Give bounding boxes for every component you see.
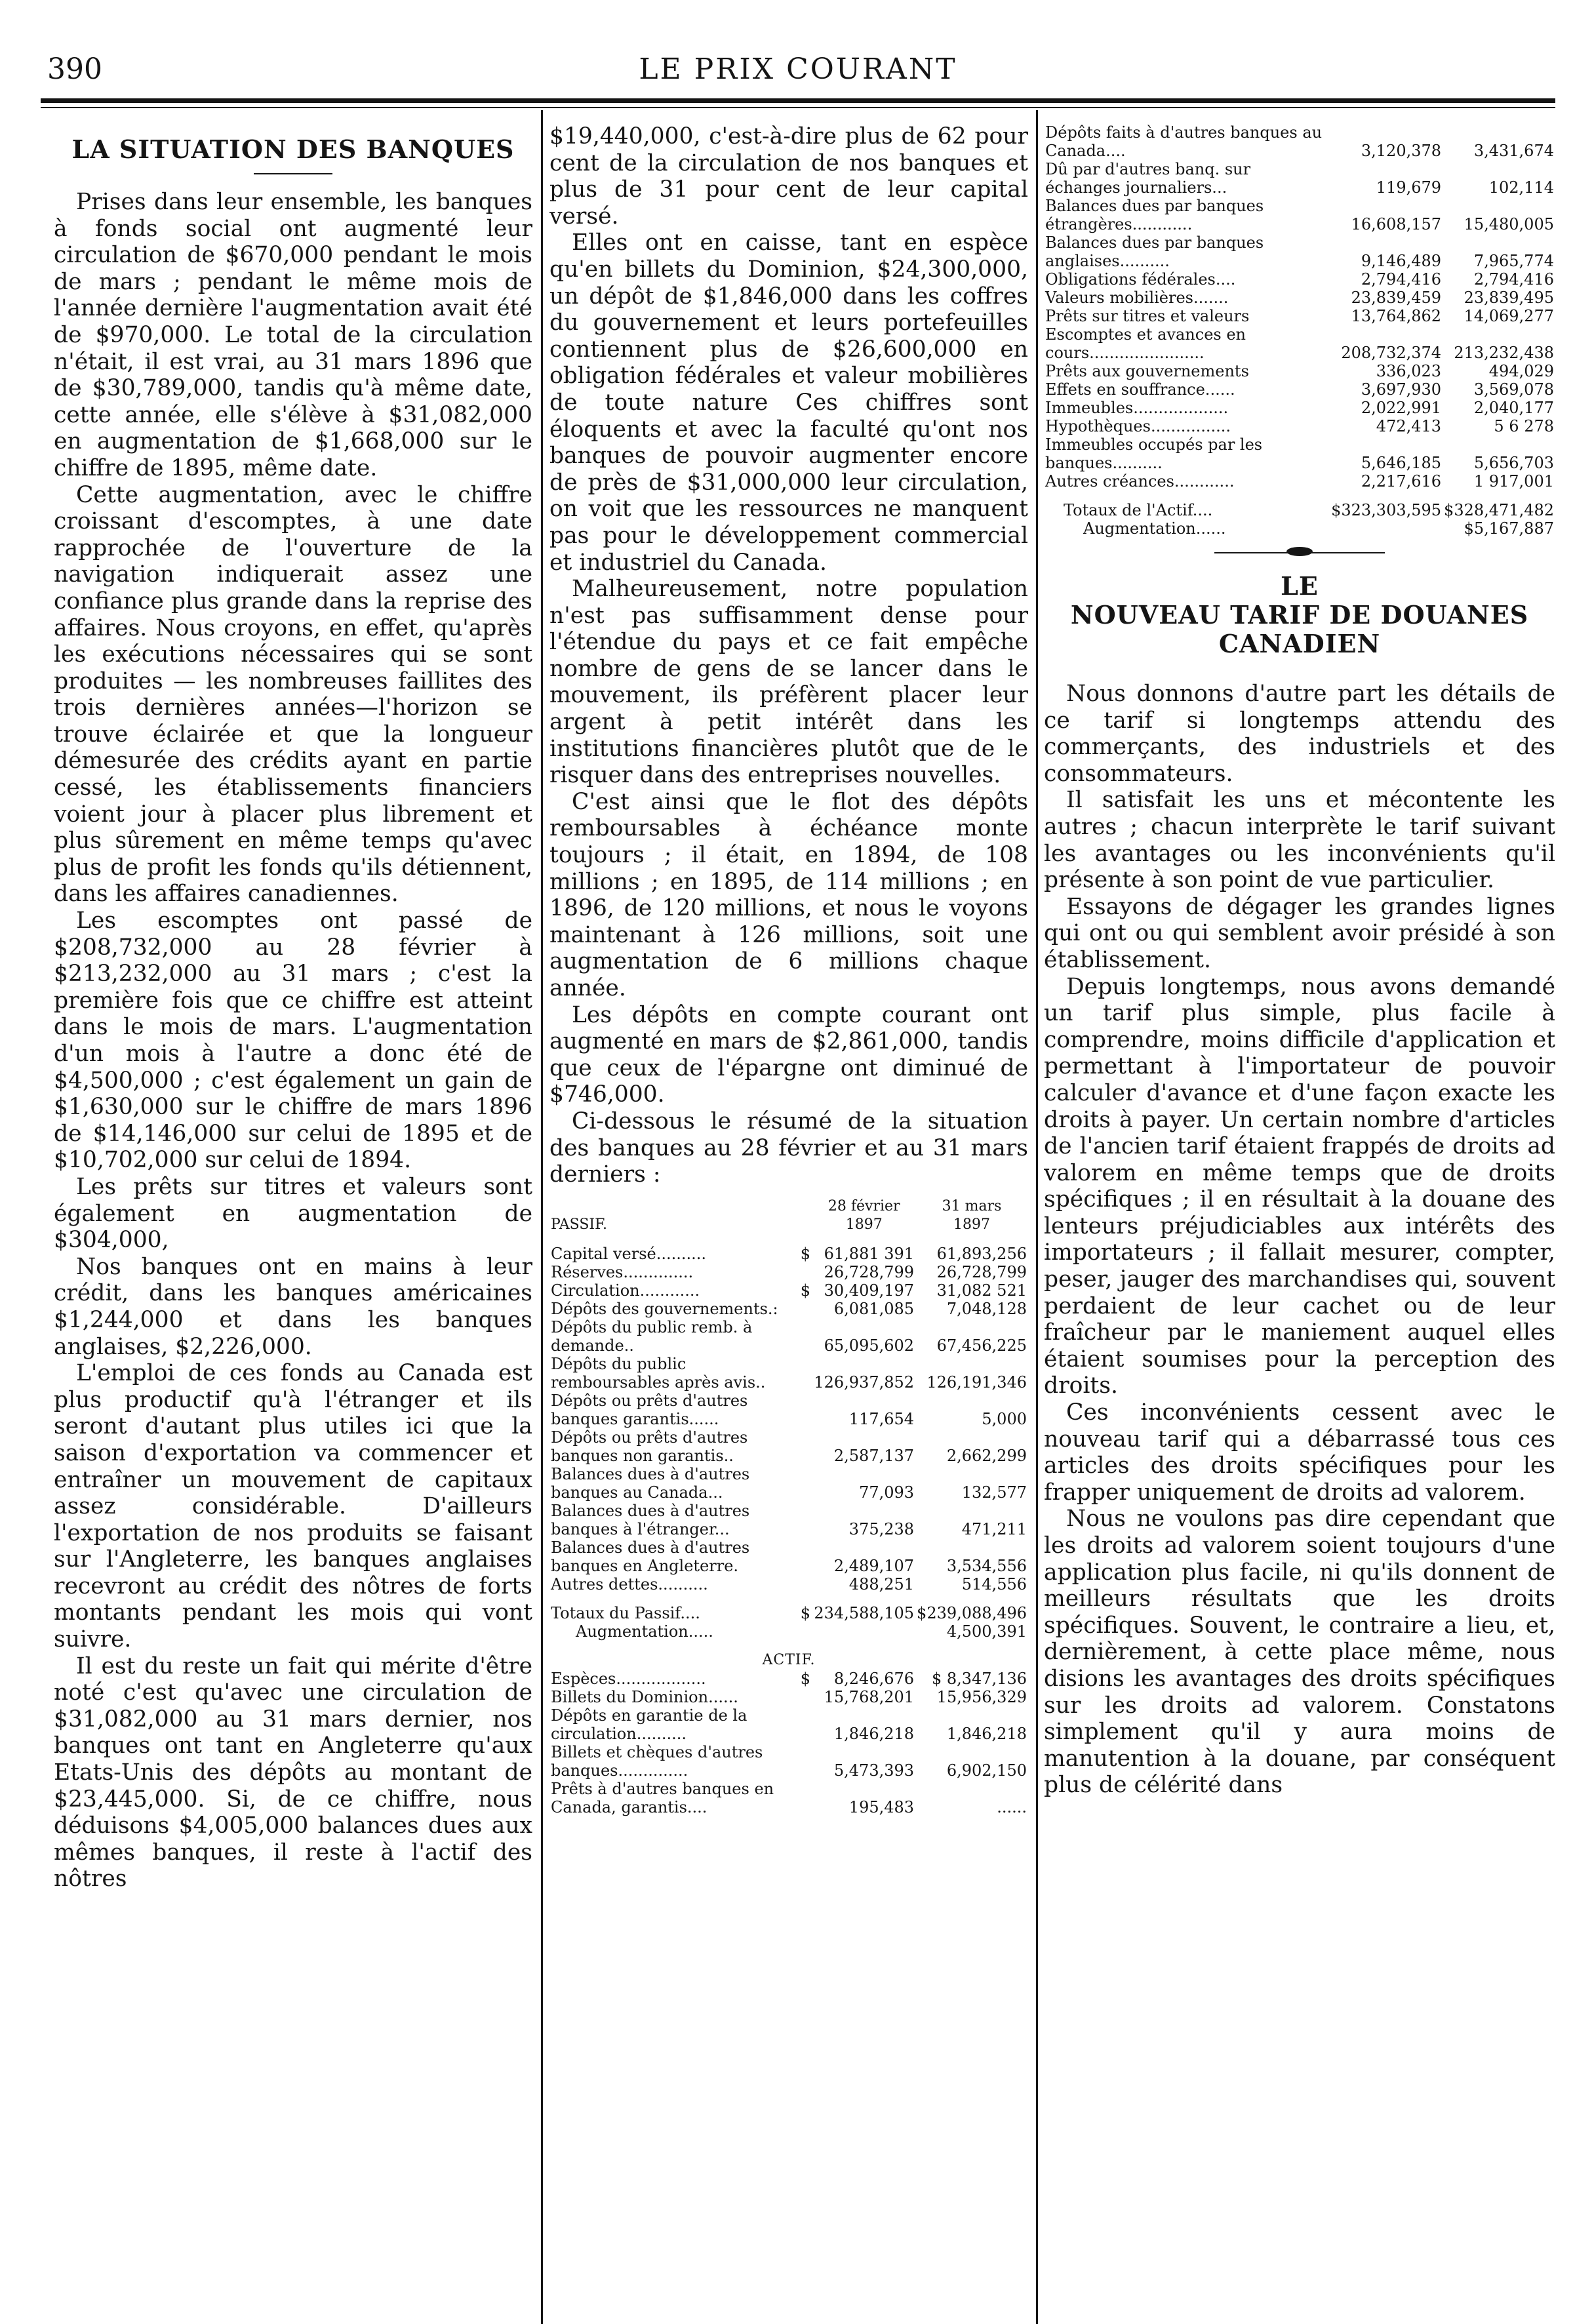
title-rule <box>254 173 332 174</box>
header-rule-thick <box>41 98 1555 103</box>
paragraph: Les dépôts en compte courant ont augmenté en mars de $2,861,000, tandis que ceux de l'épargne ont diminué de $746,000. <box>549 1001 1028 1108</box>
paragraph: L'emploi de ces fonds au Canada est plus productif qu'à l'étranger et ils seront d'autant plus utiles ici que la saison d'exportation va commencer et entraîner un mouvement de capitaux assez considérable. D'ailleurs l'exportation de nos produits se faisant sur l'Angleterre, les banques anglaises recevront au crédit des nôtres de forts montants pendant les mois qui vont suivre. <box>54 1360 532 1653</box>
paragraph: Nous ne voulons pas dire cependant que les droits ad valorem soient toujours d'une application plus facile, ni qu'ils donnent de meilleurs résultats que les droits spécifiques. Souvent, le contraire a lieu, et, dernièrement, à cette place même, nous disions les avantages des droits spécifiques sur les droits ad valorem. Constatons simplement qu'il y aura moins de manutention à la douane, par conséquent plus de célérité dans <box>1044 1506 1555 1799</box>
table-row: Prêts sur titres et valeurs 13,764,862 14,069,277 <box>1045 307 1554 325</box>
table-row: Balances dues à d'autres banques à l'étranger... 375,238 471,211 <box>551 1501 1027 1538</box>
table-row: Immeubles occupés par les banques.......... 5,646,185 5,656,703 <box>1045 435 1554 472</box>
paragraph: Depuis longtemps, nous avons demandé un tarif plus simple, plus facile à comprendre, moins difficile d'application et permettant à l'importateur de pouvoir calculer d'avance et d'une façon exacte les droits à payer. Un certain nombre d'articles de l'ancien tarif étaient frappés de droits ad valorem en même temps que de droits spécifiques ; il en résultait à la douane des lenteurs préjudiciables aux intérêts des importateurs ; il fallait mesurer, compter, peser, jauger des marchandises qui, souvent perdaient de leur cachet ou de leur fraîcheur par le maniement auquel elles étaient soumises pour la perception des droits. <box>1044 973 1555 1399</box>
bank-statement-table-continued <box>1044 123 1555 538</box>
header-rule-thin <box>41 107 1555 108</box>
actif-rows <box>549 1670 1028 1816</box>
bank-statement-table <box>549 1197 1028 1816</box>
paragraph: Il est du reste un fait qui mérite d'être noté c'est qu'avec une circulation de $31,082,000 au 31 mars dernier, nos banques ont tant en Angleterre qu'aux Etats-Unis des dépôts au montant de $23,445,000. Si, de ce chiffre, nous déduisons $4,005,000 balances dues aux mêmes banques, il reste à l'actif des nôtres <box>54 1653 532 1893</box>
column-divider <box>541 110 543 2324</box>
passif-label: PASSIF. <box>551 1216 607 1233</box>
table-row: Effets en souffrance...... 3,697,930 3,569,078 <box>1045 380 1554 399</box>
table-row: Dépôts faits à d'autres banques au Canada.... 3,120,378 3,431,674 <box>1045 123 1554 160</box>
table-row: Obligations fédérales.... 2,794,416 2,794,416 <box>1045 270 1554 289</box>
table-row: Dépôts ou prêts d'autres banques non garantis.. 2,587,137 2,662,299 <box>551 1428 1027 1465</box>
table-row: Augmentation..... 4,500,391 <box>576 1622 1027 1641</box>
table-row: Immeubles................... 2,022,991 2,040,177 <box>1045 399 1554 417</box>
column-1 <box>54 123 532 2324</box>
table-row: Prêts à d'autres banques en Canada, garantis.... 195,483 ...... <box>551 1779 1027 1816</box>
paragraph: Nos banques ont en mains à leur crédit, dans les banques américaines $1,244,000 et dans les banques anglaises, $2,226,000. <box>54 1253 532 1360</box>
table-row: Circulation............ $ 30,409,197 31,082 521 <box>551 1281 1027 1300</box>
table-row: Autres créances............ 2,217,616 1 917,001 <box>1045 472 1554 491</box>
table-row: Balances dues à d'autres banques au Canada... 77,093 132,577 <box>551 1464 1027 1502</box>
table-row: Valeurs mobilières....... 23,839,459 23,839,495 <box>1045 289 1554 307</box>
ornament-divider <box>1214 552 1385 560</box>
paragraph: Nous donnons d'autre part les détails de ce tarif si longtemps attendu des commerçants, des industriels et des consommateurs. <box>1044 681 1555 787</box>
article-title: LA SITUATION DES BANQUES <box>71 134 515 164</box>
page-header <box>41 52 1555 92</box>
paragraph: $19,440,000, c'est-à-dire plus de 62 pour cent de la circulation de nos banques et plus de 31 pour cent de leur capital versé. <box>549 123 1028 230</box>
table-row: Dépôts du public remboursables après avis.. 126,937,852 126,191,346 <box>551 1354 1027 1392</box>
table-row: Totaux de l'Actif.... $323,303,595 $328,471,482 <box>1064 501 1554 519</box>
article-title: LE NOUVEAU TARIF DE DOUANES CANADIEN <box>1070 571 1529 658</box>
table-row: Balances dues par banques anglaises.......... 9,146,489 7,965,774 <box>1045 233 1554 270</box>
table-row: Dépôts ou prêts d'autres banques garantis...... 117,654 5,000 <box>551 1391 1027 1428</box>
column-divider <box>1036 110 1038 2324</box>
col-header: 28 février 1897 <box>827 1197 900 1233</box>
col-header: 31 mars 1897 <box>942 1197 1002 1233</box>
paragraph: Les escomptes ont passé de $208,732,000 au 28 février à $213,232,000 au 31 mars ; c'est la première fois que ce chiffre est atteint dans le mois de mars. L'augmentation d'un mois à l'autre a donc été de $4,500,000 ; c'est également un gain de $1,630,000 sur le chiffre de mars 1896 de $14,146,000 sur celui de 1895 et de $10,702,000 sur celui de 1894. <box>54 908 532 1174</box>
table-row: Totaux du Passif.... $ 234,588,105 $239,088,496 <box>551 1603 1027 1622</box>
page-number: 390 <box>47 52 102 86</box>
table-row: Augmentation...... $5,167,887 <box>1083 519 1554 538</box>
table-row: Dépôts des gouvernements.: 6,081,085 7,048,128 <box>551 1299 1027 1318</box>
table-row: Dû par d'autres banq. sur échanges journaliers... 119,679 102,114 <box>1045 160 1554 197</box>
paragraph: C'est ainsi que le flot des dépôts remboursables à échéance monte toujours ; il était, en 1894, de 108 millions ; en 1895, de 114 millions ; en 1896, de 120 millions, et nous le voyons maintenant à 126 millions, soit une augmentation de 6 millions chaque année. <box>549 788 1028 1001</box>
paragraph: Malheureusement, notre population n'est pas suffisamment dense pour l'étendue du pays et ce fait empêche nombre de gens de se lancer dans le mouvement, ils préfèrent placer leur argent à petit intérêt dans les institutions financières plutôt que de le risquer dans des entreprises nouvelles. <box>549 576 1028 789</box>
table-row: Prêts aux gouvernements 336,023 494,029 <box>1045 362 1554 380</box>
paragraph: Les prêts sur titres et valeurs sont également en augmentation de $304,000, <box>54 1173 532 1254</box>
column-3 <box>1044 123 1555 2324</box>
table-row: Hypothèques................ 472,413 5 6 278 <box>1045 417 1554 435</box>
paragraph: Essayons de dégager les grandes lignes qui ont ou qui semblent avoir présidé à son établissement. <box>1044 893 1555 973</box>
table-row: Capital versé.......... $ 61,881 391 61,893,256 <box>551 1244 1027 1263</box>
paragraph: Ci-dessous le résumé de la situation des banques au 28 février et au 31 mars derniers : <box>549 1108 1028 1188</box>
table-row: Espèces.................. $ 8,246,676 $ 8,347,136 <box>551 1669 1027 1688</box>
table-row: Dépôts en garantie de la circulation.......... 1,846,218 1,846,218 <box>551 1706 1027 1743</box>
table-row: Billets du Dominion...... 15,768,201 15,956,329 <box>551 1687 1027 1706</box>
paragraph: Cette augmentation, avec le chiffre croissant d'escomptes, à une date rapprochée de l'ouverture de la navigation indiquerait assez une confiance plus grande dans la reprise des affaires. Nous croyons, en effet, qu'après les exécutions nécessaires qui se sont produites — les nombreuses faillites des trois dernières années—l'horizon se trouve éclairée et que la longueur démesurée des crédits ayant en partie cessé, les établissements financiers voient jour à placer plus librement et plus sûrement en même temps qu'avec plus de profit les fonds qu'ils détiennent, dans les affaires canadiennes. <box>54 481 532 908</box>
paragraph: Prises dans leur ensemble, les banques à fonds social ont augmenté leur circulation de $670,000 pendant le mois de mars ; pendant le même mois de l'année dernière l'augmentation avait été de $970,000. Le total de la circulation n'était, il est vrai, au 31 mars 1896 que de $30,789,000, tandis qu'à même date, cette année, elle s'élève à $31,082,000 en augmentation de $1,668,000 sur le chiffre de 1895, même date. <box>54 189 532 481</box>
passif-rows <box>549 1245 1028 1593</box>
table-row: Balances dues à d'autres banques en Angleterre. 2,489,107 3,534,556 <box>551 1538 1027 1575</box>
table-row: Autres dettes.......... 488,251 514,556 <box>551 1574 1027 1593</box>
table-row: Billets et chèques d'autres banques.............. 5,473,393 6,902,150 <box>551 1742 1027 1780</box>
actif-rows-continued <box>1044 123 1555 491</box>
paragraph: Ces inconvénients cessent avec le nouveau tarif qui a débarrassé tous ces articles des droits spécifiques pour les frapper uniquement de droits ad valorem. <box>1044 1399 1555 1506</box>
column-2 <box>549 123 1028 2324</box>
actif-label: ACTIF. <box>762 1651 816 1668</box>
journal-title: LE PRIX COURANT <box>639 52 957 86</box>
table-row: Escomptes et avances en cours....................... 208,732,374 213,232,438 <box>1045 325 1554 362</box>
paragraph: Elles ont en caisse, tant en espèce qu'en billets du Dominion, $24,300,000, un dépôt de $1,846,000 dans les coffres du gouvernement et leurs portefeuilles contiennent plus de $26,600,000 en obligation fédérales et valeur mobilières de toute nature Ces chiffres sont éloquents et avec la faculté qu'ont nos banques de pouvoir augmenter encore de près de $31,000,000 leur circulation, on voit que les ressources ne manquent pas pour le développement commercial et industriel du Canada. <box>549 230 1028 576</box>
paragraph: Il satisfait les uns et mécontente les autres ; chacun interprète le tarif suivant les avantages ou les inconvénients qu'il présente à son point de vue particulier. <box>1044 787 1555 894</box>
table-row: Réserves.............. 26,728,799 26,728,799 <box>551 1262 1027 1281</box>
table-row: Dépôts du public remb. à demande.. 65,095,602 67,456,225 <box>551 1317 1027 1355</box>
table-row: Balances dues par banques étrangères............ 16,608,157 15,480,005 <box>1045 197 1554 233</box>
